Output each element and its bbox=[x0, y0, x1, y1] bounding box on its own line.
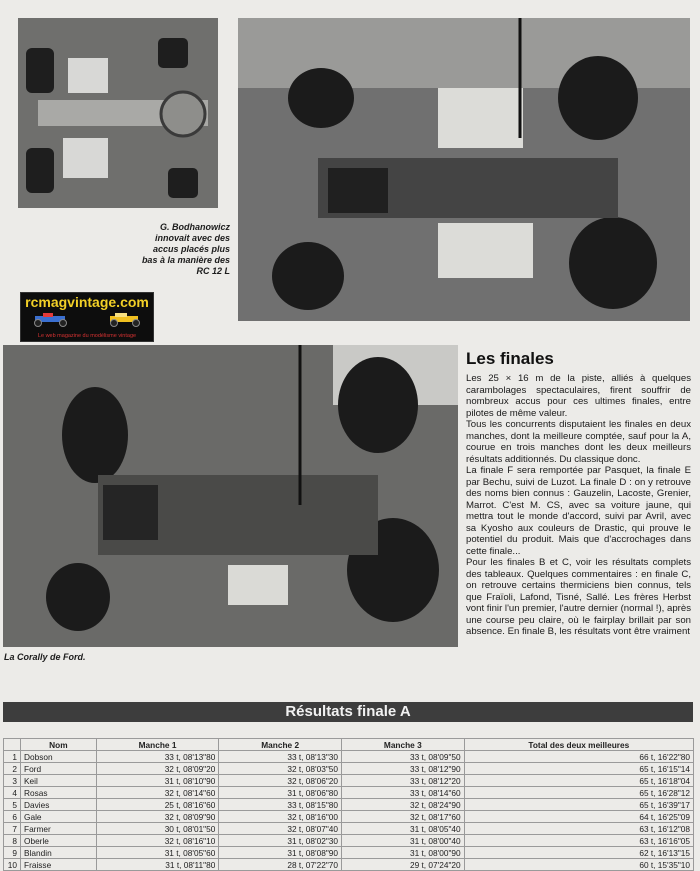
rank-cell: 1 bbox=[4, 751, 21, 763]
column-header-heat-3: Manche 3 bbox=[342, 739, 465, 751]
rank-cell: 3 bbox=[4, 775, 21, 787]
article-paragraph: La finale F sera remportée par Pasquet, la finale E par Bechu, suivi de Luzot. La finale D : on y retrouve des noms bien connus : Gauzelin, Lacoste, Grenier, Marrot. C'est M. CS, avec sa voiture jaune, qui mettra tout le monde d'accord, suivi par Avril, avec sa Kyosho aux couleurs de Drastic, qui prouve le potentiel du produit. Mais que d'accrochages dans cette finale... bbox=[466, 465, 691, 557]
table-row bbox=[4, 811, 694, 823]
total-cell: 64 t, 16'25"09 bbox=[464, 811, 693, 823]
logo-text: rcmagvintage.com bbox=[25, 294, 149, 310]
heat-1-cell: 25 t, 08'16"60 bbox=[96, 799, 219, 811]
total-cell: 65 t, 16'39"17 bbox=[464, 799, 693, 811]
total-cell: 66 t, 16'22"80 bbox=[464, 751, 693, 763]
article-paragraph: Les 25 × 16 m de la piste, alliés à quelques carambolages spectaculaires, firent souffrir de nombreux accus pour ces ultimes finales, entre pilotes de même valeur. bbox=[466, 373, 691, 419]
name-cell: Keil bbox=[21, 775, 97, 787]
total-cell: 63 t, 16'16"05 bbox=[464, 835, 693, 847]
rc-car-icon bbox=[29, 312, 75, 327]
heat-1-cell: 32 t, 08'14"60 bbox=[96, 787, 219, 799]
name-cell: Rosas bbox=[21, 787, 97, 799]
photo-corally-car bbox=[3, 345, 458, 647]
rank-cell: 10 bbox=[4, 859, 21, 871]
results-body bbox=[4, 751, 694, 871]
name-cell: Davies bbox=[21, 799, 97, 811]
heat-2-cell: 28 t, 07'22"70 bbox=[219, 859, 342, 871]
table-row bbox=[4, 775, 694, 787]
table-row bbox=[4, 823, 694, 835]
total-cell: 65 t, 16'28"12 bbox=[464, 787, 693, 799]
results-table bbox=[3, 738, 694, 871]
rank-cell: 6 bbox=[4, 811, 21, 823]
heat-3-cell: 31 t, 08'00"40 bbox=[342, 835, 465, 847]
article-paragraph: Tous les concurrents disputaient les finales en deux manches, dont la meilleure comptée, sauf pour la A, courue en trois manches dont les deux meilleurs résultats additionnés. Du classique donc. bbox=[466, 419, 691, 465]
article-paragraph: Pour les finales B et C, voir les résultats complets des tableaux. Quelques commentaires : en finale C, on retrouve certains thermiciens bien connus, tels que Fraïoli, Lafond, Tisné, Sallé. Les frères Herbst vont finir l'un premier, l'autre dernier (normal !), après une course peu claire, où le fairplay brillait par son absence. En finale B, les résultats vont être vraiment bbox=[466, 557, 691, 637]
heat-2-cell: 32 t, 08'03"50 bbox=[219, 763, 342, 775]
column-header-rank bbox=[4, 739, 21, 751]
name-cell: Oberle bbox=[21, 835, 97, 847]
heat-1-cell: 31 t, 08'11"80 bbox=[96, 859, 219, 871]
rank-cell: 7 bbox=[4, 823, 21, 835]
heat-3-cell: 33 t, 08'12"90 bbox=[342, 763, 465, 775]
heat-3-cell: 31 t, 08'00"90 bbox=[342, 847, 465, 859]
heat-3-cell: 31 t, 08'05"40 bbox=[342, 823, 465, 835]
rank-cell: 8 bbox=[4, 835, 21, 847]
heat-1-cell: 31 t, 08'10"90 bbox=[96, 775, 219, 787]
heat-3-cell: 32 t, 08'24"90 bbox=[342, 799, 465, 811]
heat-1-cell: 32 t, 08'09"90 bbox=[96, 811, 219, 823]
rank-cell: 5 bbox=[4, 799, 21, 811]
heat-2-cell: 32 t, 08'07"40 bbox=[219, 823, 342, 835]
logo-tagline: Le web magazine du modélisme vintage bbox=[37, 333, 137, 339]
heat-2-cell: 32 t, 08'06"20 bbox=[219, 775, 342, 787]
table-row bbox=[4, 847, 694, 859]
column-header-name: Nom bbox=[21, 739, 97, 751]
heat-2-cell: 32 t, 08'16"00 bbox=[219, 811, 342, 823]
heat-1-cell: 31 t, 08'05"60 bbox=[96, 847, 219, 859]
rc-buggy-icon bbox=[105, 312, 145, 327]
results-title: Résultats finale A bbox=[3, 702, 693, 722]
results-header-row bbox=[4, 739, 694, 751]
heat-1-cell: 33 t, 08'13"80 bbox=[96, 751, 219, 763]
heat-3-cell: 33 t, 08'09"50 bbox=[342, 751, 465, 763]
heat-1-cell: 30 t, 08'01"50 bbox=[96, 823, 219, 835]
column-header-heat-1: Manche 1 bbox=[96, 739, 219, 751]
photo-chassis-top-view bbox=[18, 18, 218, 208]
heat-3-cell: 32 t, 08'17"60 bbox=[342, 811, 465, 823]
column-header-heat-2: Manche 2 bbox=[219, 739, 342, 751]
table-row bbox=[4, 763, 694, 775]
table-row bbox=[4, 799, 694, 811]
photo-caption-bottom: La Corally de Ford. bbox=[4, 652, 86, 662]
heat-2-cell: 31 t, 08'06"80 bbox=[219, 787, 342, 799]
name-cell: Ford bbox=[21, 763, 97, 775]
heat-3-cell: 29 t, 07'24"20 bbox=[342, 859, 465, 871]
photo-caption-top: G. Bodhanowicz innovait avec des accus placés plus bas à la manière des RC 12 L bbox=[141, 222, 230, 276]
article-body bbox=[466, 373, 691, 638]
heat-3-cell: 33 t, 08'14"60 bbox=[342, 787, 465, 799]
photo-chassis-side-view bbox=[238, 18, 690, 321]
heat-2-cell: 31 t, 08'08"90 bbox=[219, 847, 342, 859]
heat-3-cell: 33 t, 08'12"20 bbox=[342, 775, 465, 787]
name-cell: Farmer bbox=[21, 823, 97, 835]
rank-cell: 9 bbox=[4, 847, 21, 859]
name-cell: Blandin bbox=[21, 847, 97, 859]
name-cell: Gale bbox=[21, 811, 97, 823]
heat-2-cell: 33 t, 08'15"80 bbox=[219, 799, 342, 811]
column-header-total: Total des deux meilleures bbox=[464, 739, 693, 751]
table-row bbox=[4, 787, 694, 799]
heat-1-cell: 32 t, 08'09"20 bbox=[96, 763, 219, 775]
site-logo bbox=[20, 292, 154, 342]
total-cell: 62 t, 16'13"15 bbox=[464, 847, 693, 859]
heat-1-cell: 32 t, 08'16"10 bbox=[96, 835, 219, 847]
article-title: Les finales bbox=[466, 349, 554, 368]
name-cell: Fraisse bbox=[21, 859, 97, 871]
total-cell: 65 t, 16'15"14 bbox=[464, 763, 693, 775]
table-row bbox=[4, 835, 694, 847]
table-row bbox=[4, 751, 694, 763]
rank-cell: 2 bbox=[4, 763, 21, 775]
total-cell: 63 t, 16'12"08 bbox=[464, 823, 693, 835]
name-cell: Dobson bbox=[21, 751, 97, 763]
heat-2-cell: 31 t, 08'02"30 bbox=[219, 835, 342, 847]
total-cell: 65 t, 16'18"04 bbox=[464, 775, 693, 787]
total-cell: 60 t, 15'35"10 bbox=[464, 859, 693, 871]
heat-2-cell: 33 t, 08'13"30 bbox=[219, 751, 342, 763]
rank-cell: 4 bbox=[4, 787, 21, 799]
